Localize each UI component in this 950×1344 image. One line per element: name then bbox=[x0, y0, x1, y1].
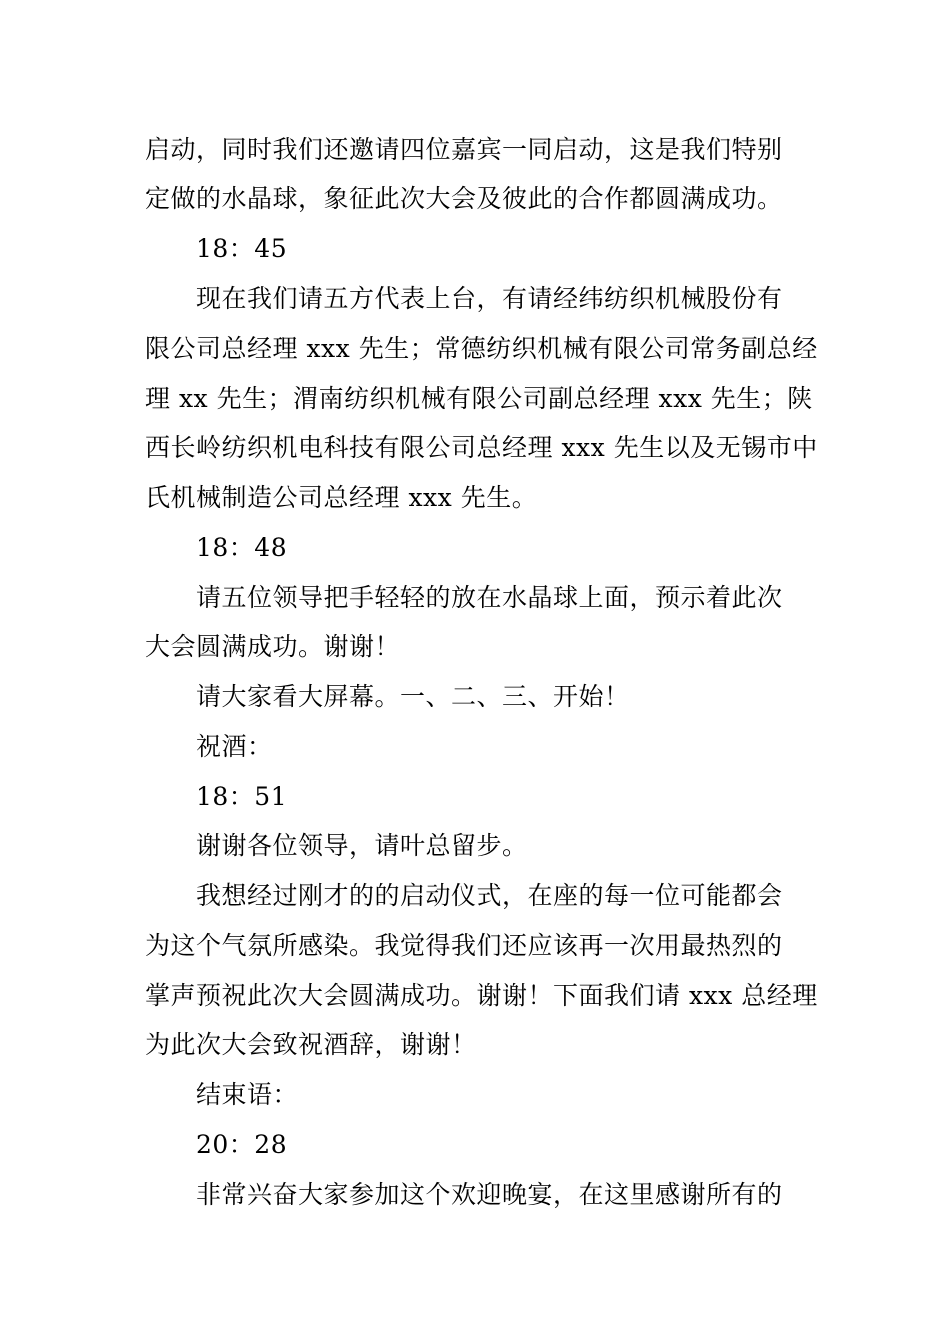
text-line: 我想经过刚才的的启动仪式，在座的每一位可能都会 bbox=[196, 881, 783, 910]
text-line: 请五位领导把手轻轻的放在水晶球上面，预示着此次 bbox=[196, 583, 783, 612]
text-line: 掌声预祝此次大会圆满成功。谢谢！下面我们请 xxx 总经理 bbox=[145, 981, 818, 1010]
text-line: 现在我们请五方代表上台，有请经纬纺织机械股份有 bbox=[196, 284, 783, 313]
text-line: 为这个气氛所感染。我觉得我们还应该再一次用最热烈的 bbox=[145, 931, 783, 960]
section-heading: 祝酒： bbox=[196, 732, 273, 761]
text-line: 为此次大会致祝酒辞，谢谢！ bbox=[145, 1030, 477, 1059]
text-line: 大会圆满成功。谢谢！ bbox=[145, 632, 401, 661]
time-stamp: 20：28 bbox=[196, 1130, 288, 1159]
time-stamp: 18：51 bbox=[196, 782, 288, 811]
text-line: 定做的水晶球，象征此次大会及彼此的合作都圆满成功。 bbox=[145, 184, 783, 213]
text-line: 西长岭纺织机电科技有限公司总经理 xxx 先生以及无锡市中 bbox=[145, 433, 818, 462]
section-heading: 结束语： bbox=[196, 1080, 299, 1109]
text-line: 理 xx 先生；渭南纺织机械有限公司副总经理 xxx 先生；陕 bbox=[145, 384, 813, 413]
text-line: 谢谢各位领导，请叶总留步。 bbox=[196, 831, 528, 860]
time-stamp: 18：48 bbox=[196, 533, 288, 562]
text-line: 氏机械制造公司总经理 xxx 先生。 bbox=[145, 483, 538, 512]
text-line: 请大家看大屏幕。一、二、三、开始！ bbox=[196, 682, 630, 711]
time-stamp: 18：45 bbox=[196, 234, 288, 263]
text-line: 限公司总经理 xxx 先生；常德纺织机械有限公司常务副总经 bbox=[145, 334, 818, 363]
text-line: 非常兴奋大家参加这个欢迎晚宴，在这里感谢所有的 bbox=[196, 1180, 783, 1209]
text-line: 启动，同时我们还邀请四位嘉宾一同启动，这是我们特别 bbox=[145, 135, 783, 164]
